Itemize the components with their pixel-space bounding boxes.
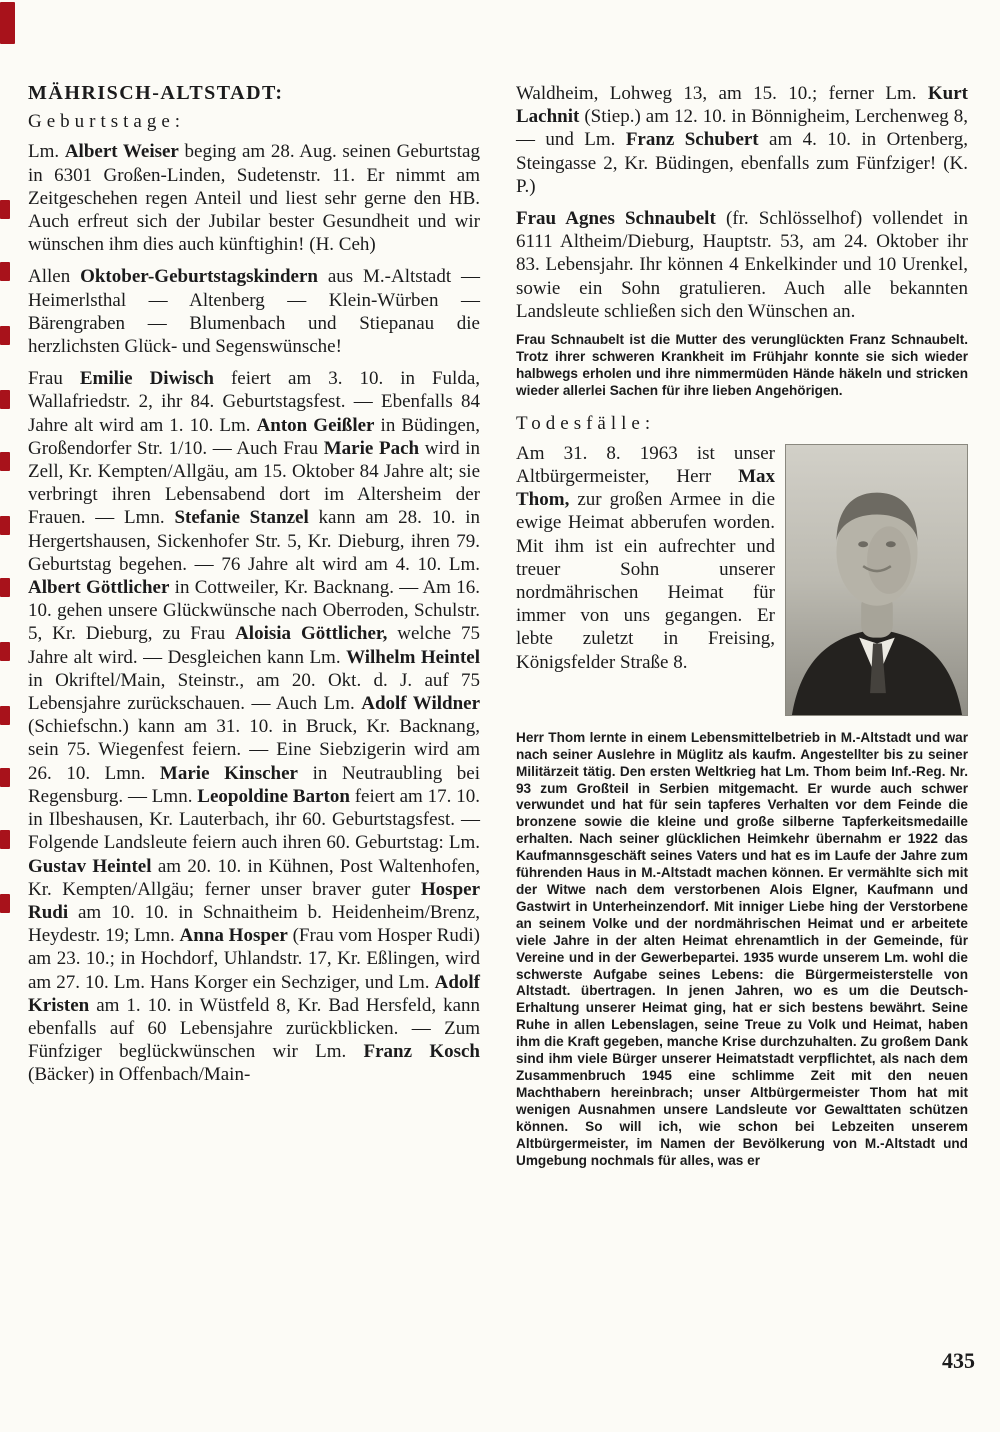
red-margin-mark: [0, 642, 10, 661]
paragraph-october-birthdays: Allen Oktober-Geburtstagskindern aus M.-Altstadt — Heimerlsthal — Altenberg — Klein-Würben — Bärengraben — Blumenbach und Stiepanau die herzlichsten Glück- und Segenswünsche!: [28, 266, 480, 358]
paragraph-albert-weiser: Lm. Albert Weiser beging am 28. Aug. seinen Geburtstag in 6301 Großen-Linden, Sudetenstr. 11. Er nimmt am Zeitgeschehen regen Anteil und liest sehr gerne den HB. Auch erfreut sich der Jubilar bester Gesundheit und wir wünschen ihm dies auch künftighin! (H. Ceh): [28, 141, 480, 256]
note-thom-biography: Herr Thom lernte in einem Lebensmittelbetrieb in M.-Altstadt und war nach seiner Auslehre in Müglitz als kaufm. Angestellter bis zu seiner Militärzeit tätig. Den ersten Weltkrieg hat Lm. Thom beim Inf.-Reg. Nr. 93 zum Großteil in Serbien mitgemacht. Er wurde auch schwer verwundet und hat für sein tapferes Verhalten vor dem Feinde die bronzene sowie die kleine und große silberne Tapferkeitsmedaille erhalten. Nach seiner glücklichen Heimkehr übernahm er 1922 das Kaufmannsgeschäft seines Vaters und hat es im Laufe der Jahre zum führenden Haus in M.-Altstadt machen können. Er vermählte sich mit der Witwe nach dem verstorbenen Alois Elgner, Kaufmann und Gastwirt in Unterheinzendorf. Mit inniger Liebe hing der Verstorbene an seinem Volke und der nordmährischen Heimat und er arbeitete viele Jahre in der alten Heimat ehrenamtlich in der Gemeinde, für Vereine und in der Gewerbepartei. 1935 wurde unserem Lm. wohl die schwerste Aufgabe seines Lebens: die Bürgermeisterstelle von Altstadt. übertragen. In jenen Jahren, wo es um die Deutsch-Erhaltung unserer Heimat ging, hat er sich bestens bewährt. Seine Ruhe in allen Lebenslagen, seine Treue zu Volk und Heimat, haben ihm die Kraft gegeben, manche Krise durchzuhalten. Zu großem Dank sind ihm viele Bürger unserer Heimatstadt verpflichtet, als nach dem Zusammenbruch 1945 eine schlimme Zeit mit den neuen Machthabern hereinbrach; unser Altbürgermeister Thom hat mit wenigen Ausnahmen unsere Landsleute vor Gewalttaten schützen können. So will ich, wie schon bei Lebzeiten unserem Altbürgermeister, im Namen der Bevölkerung von M.-Altstadt und Umgebung nochmals für alles, was er: [516, 729, 968, 1168]
note-schnaubelt: Frau Schnaubelt ist die Mutter des verunglückten Franz Schnaubelt. Trotz ihrer schweren Krankheit im Frühjahr konnte sie sich wieder halbwegs erholen und ihre nimmermüden Hände häkeln und stricken wieder allerlei Sachen für ihre lieben Angehörigen.: [516, 332, 968, 398]
red-margin-mark: [0, 830, 10, 849]
obituary-block: [516, 442, 968, 722]
red-margin-mark: [0, 452, 10, 471]
page-number: 435: [942, 1348, 975, 1373]
red-margin-mark: [0, 390, 10, 409]
red-margin-mark: [0, 578, 10, 597]
red-margin-mark: [0, 706, 10, 725]
right-column: [516, 82, 968, 1169]
paragraph-schnaubelt: Frau Agnes Schnaubelt (fr. Schlösselhof) vollendet in 6111 Altheim/Dieburg, Hauptstr. 53, am 24. Oktober ihr 83. Lebensjahr. Ihr können 4 Enkelkinder und 10 Urenkel, sowie ein Sohn gratulieren. Auch alle bekannten Landsleute schließen sich den Wünschen an.: [516, 208, 968, 322]
red-margin-mark: [0, 768, 10, 787]
red-margin-mark: [0, 2, 15, 44]
left-column: [28, 82, 480, 1087]
portrait-photo: [785, 444, 968, 716]
red-margin-mark: [0, 326, 10, 345]
subheading-birthdays: Geburtstage:: [28, 111, 186, 133]
subheading-deaths: Todesfälle:: [516, 412, 656, 434]
section-title: MÄHRISCH-ALTSTADT:: [28, 82, 284, 104]
red-margin-mark: [0, 200, 10, 219]
paragraph-max-thom: Am 31. 8. 1963 ist unser Altbürgermeister, Herr Max Thom, zur großen Armee in die ewige Heimat abberufen worden. Mit ihm ist ein aufrechter und treuer Sohn unserer nordmährischen Heimat für immer von uns gegangen. Er lebte zuletzt in Freising, Königsfelder Straße 8.: [516, 442, 775, 673]
red-margin-mark: [0, 262, 10, 281]
paragraph-birthday-list: Frau Emilie Diwisch feiert am 3. 10. in Fulda, Wallafriedstr. 2, ihr 84. Geburtstagsfest. — Ebenfalls 84 Jahre alt wird am 1. 10. Lm. Anton Geißler in Büdingen, Großendorfer Str. 1/10. — Auch Frau Marie Pach wird in Zell, Kr. Kempten/Allgäu, am 15. Oktober 84 Jahre alt; sie verbringt ihren Lebensabend dort im Altersheim der Frauen. — Lmn. Stefanie Stanzel kann am 28. 10. in Hergertshausen, Sickenhofer Str. 5, Kr. Dieburg, ihren 79. Geburtstag begehen. — 76 Jahre alt wird am 4. 10. Lm. Albert Göttlicher in Cottweiler, Kr. Backnang. — Am 16. 10. gehen unsere Glückwünsche nach Oberroden, Schulstr. 5, Kr. Dieburg, zu Frau Aloisia Göttlicher, welche 75 Jahre alt wird. — Desgleichen kann Lm. Wilhelm Heintel in Okriftel/Main, Steinstr., am 20. Okt. d. J. auf 75 Lebensjahre zurückschauen. — Auch Lm. Adolf Wildner (Schiefschn.) kann am 31. 10. in Bruck, Kr. Backnang, sein 75. Wiegenfest feiern. — Eine Siebzigerin wird am 26. 10. Lmn. Marie Kinscher in Neutraubling bei Regensburg. — Lmn. Leopoldine Barton feiert am 17. 10. in Ilbeshausen, Kr. Lauterbach, ihr 60. Geburtstagsfest. — Folgende Landsleute feiern auch ihren 60. Geburtstag: Lm. Gustav Heintel am 20. 10. in Kühnen, Post Waltenhofen, Kr. Kempten/Allgäu; ferner unser braver guter Hosper Rudi am 10. 10. in Schnaitheim b. Heidenheim/Brenz, Heydestr. 19; Lmn. Anna Hosper (Frau vom Hosper Rudi) am 23. 10.; in Hochdorf, Uhlandstr. 17, Kr. Eßlingen, wird am 27. 10. Lm. Hans Korger ein Sechziger, und Lm. Adolf Kristen am 1. 10. in Wüstfeld 8, Kr. Bad Hersfeld, kann ebenfalls auf 60 Lebensjahre zurückblicken. — Zum Fünfziger beglückwünschen wir Lm. Franz Kosch (Bäcker) in Offenbach/Main-: [28, 368, 481, 1086]
red-margin-mark: [0, 894, 10, 913]
portrait-photo-graphic: [786, 445, 967, 715]
paragraph-continuation: Waldheim, Lohweg 13, am 15. 10.; ferner Lm. Kurt Lachnit (Stiep.) am 12. 10. in Bönnigheim, Lerchenweg 8, — und Lm. Franz Schubert am 4. 10. in Ortenberg, Steingasse 2, Kr. Büdingen, ebenfalls zum Fünfziger! (K. P.): [516, 83, 969, 197]
red-margin-mark: [0, 516, 10, 535]
